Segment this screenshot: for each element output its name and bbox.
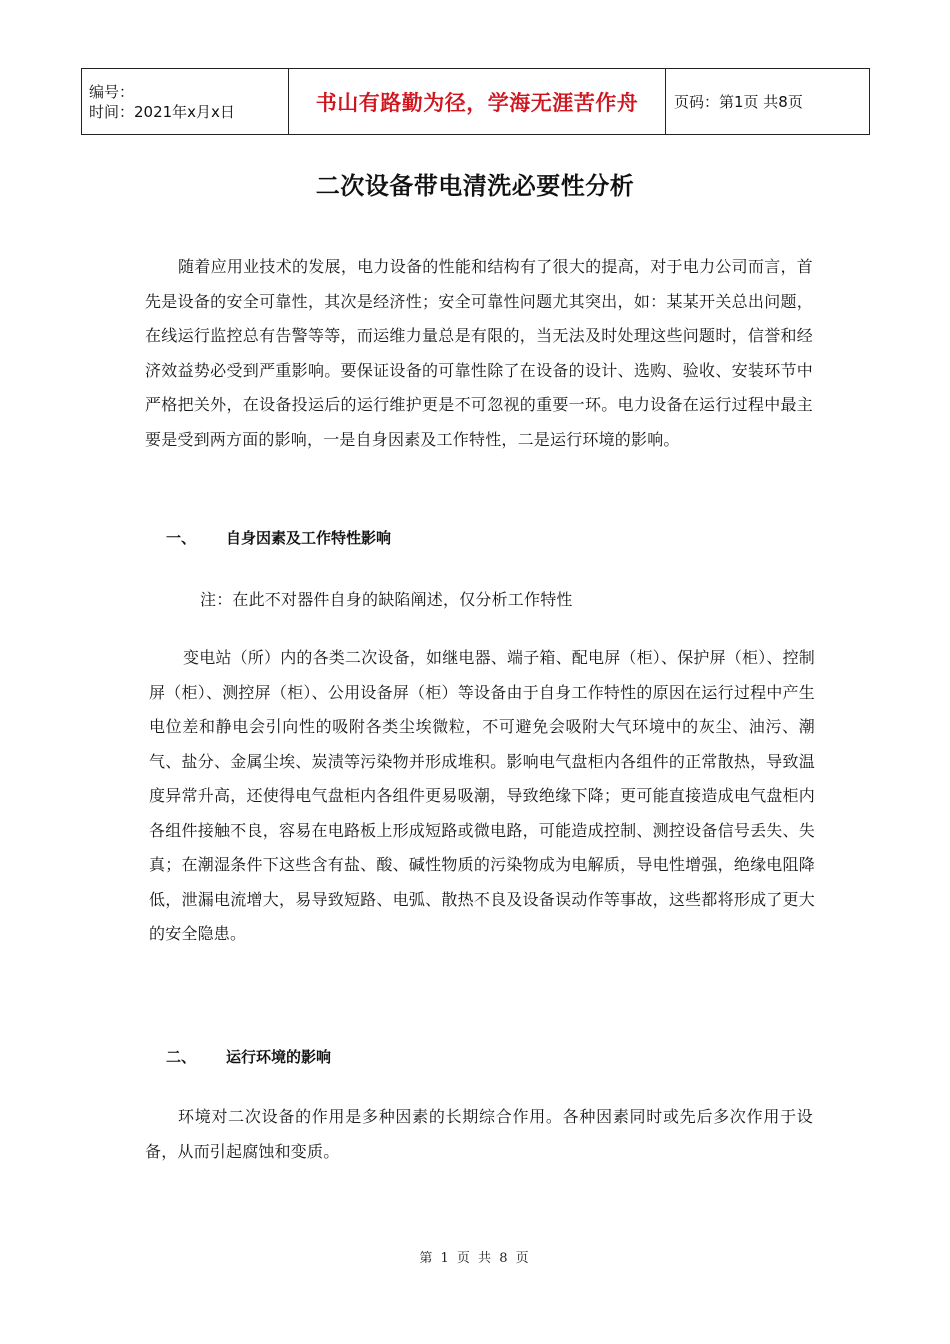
document-header-table bbox=[81, 68, 870, 135]
section-2-title: 运行环境的影响 bbox=[226, 1048, 332, 1066]
section-2-paragraph: 环境对二次设备的作用是多种因素的长期综合作用。各种因素同时或先后多次作用于设备，从而引起腐蚀和变质。 bbox=[145, 1107, 813, 1161]
header-page-number: 页码：第1页 共8页 bbox=[666, 69, 870, 135]
page-footer: 第 1 页 共 8 页 bbox=[419, 1251, 531, 1266]
serial-number-label: 编号： bbox=[89, 82, 135, 101]
document-title: 二次设备带电清洗必要性分析 bbox=[315, 172, 635, 200]
section-2-number: 二、 bbox=[166, 1048, 197, 1066]
header-meta-cell bbox=[82, 69, 289, 135]
intro-paragraph: 随着应用业技术的发展，电力设备的性能和结构有了很大的提高，对于电力公司而言，首先是设备的安全可靠性，其次是经济性；安全可靠性问题尤其突出，如：某某开关总出问题，在线运行监控总有告警等等，而运维力量总是有限的，当无法及时处理这些问题时，信誉和经济效益势必受到严重影响。要保证设备的可靠性除了在设备的设计、选购、验收、安装环节中严格把关外，在设备投运后的运行维护更是不可忽视的重要一环。电力设备在运行过程中最主要是受到两方面的影响，一是自身因素及工作特性，二是运行环境的影响。 bbox=[145, 257, 813, 449]
date-label: 时间：2021年x月x日 bbox=[89, 102, 235, 121]
section-1-title: 自身因素及工作特性影响 bbox=[226, 529, 392, 547]
header-motto: 书山有路勤为径，学海无涯苦作舟 bbox=[289, 69, 666, 135]
section-1-number: 一、 bbox=[166, 529, 197, 547]
section-1-note: 注：在此不对器件自身的缺陷阐述，仅分析工作特性 bbox=[200, 590, 573, 609]
section-1-paragraph: 变电站（所）内的各类二次设备，如继电器、端子箱、配电屏（柜）、保护屏（柜）、控制屏（柜）、测控屏（柜）、公用设备屏（柜）等设备由于自身工作特性的原因在运行过程中产生电位差和静电会引向性的吸附各类尘埃微粒，不可避免会吸附大气环境中的灰尘、油污、潮气、盐分、金属尘埃、炭渍等污染物并形成堆积。影响电气盘柜内各组件的正常散热，导致温度异常升高，还使得电气盘柜内各组件更易吸潮，导致绝缘下降；更可能直接造成电气盘柜内各组件接触不良，容易在电路板上形成短路或微电路，可能造成控制、测控设备信号丢失、失真；在潮湿条件下这些含有盐、酸、碱性物质的污染物成为电解质，导电性增强，绝缘电阻降低，泄漏电流增大，易导致短路、电弧、散热不良及设备误动作等事故，这些都将形成了更大的安全隐患。 bbox=[149, 648, 816, 943]
section-2-heading bbox=[166, 1046, 331, 1067]
section-1-heading bbox=[166, 527, 391, 548]
